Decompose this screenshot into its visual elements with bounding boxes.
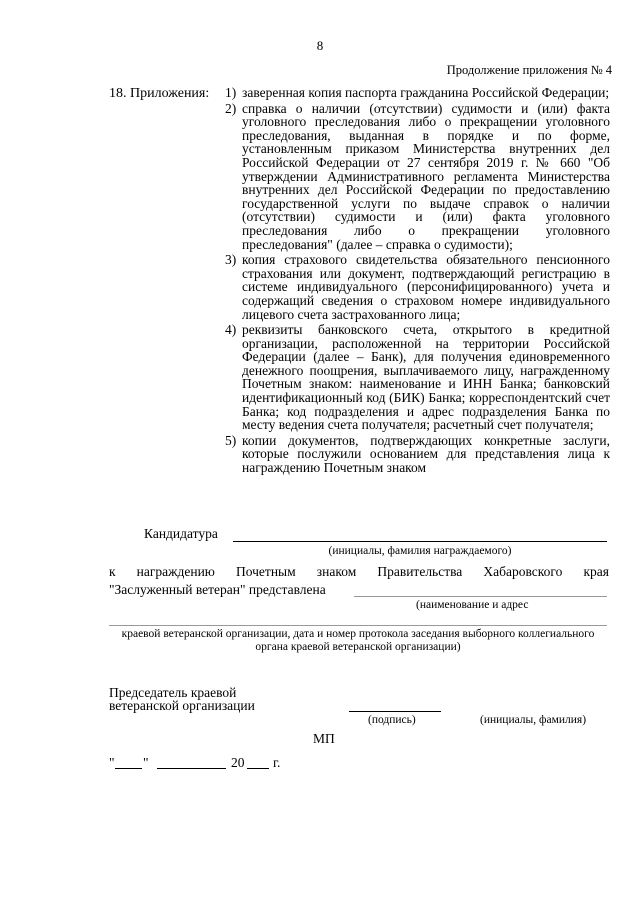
name-caption: (инициалы, фамилия) bbox=[480, 714, 587, 726]
list-item bbox=[225, 323, 610, 432]
signature-field[interactable] bbox=[349, 711, 441, 712]
candidate-caption: (инициалы, фамилия награждаемого) bbox=[328, 545, 512, 557]
page-number: 8 bbox=[316, 38, 324, 53]
list-item bbox=[225, 102, 610, 252]
nomination-line-2: "Заслуженный ветеран" представлена bbox=[109, 582, 326, 597]
list-item bbox=[225, 86, 610, 100]
list-item-number: 4) bbox=[225, 322, 237, 338]
chairman-title-line-2: ветеранской организации bbox=[109, 698, 255, 713]
continuation-header: Продолжение приложения № 4 bbox=[446, 63, 612, 77]
organization-field[interactable] bbox=[354, 596, 607, 597]
attachments-list bbox=[225, 86, 610, 477]
list-item-number: 5) bbox=[225, 432, 237, 448]
list-item-text: реквизиты банковского счета, открытого в кредитной организации, расположенной на территории Российской Федерации (далее – Банк), для получения единовременного денежного поощрения, выплачиваемого лицу, награжденному Почетным знаком: наименование и ИНН Банка; банковский идентификационный код (БИК) Банка; корреспондентский счет Банка; код подразделения и адрес подразделения Банка по месту ведения счета получателя; расчетный счет получателя; bbox=[242, 322, 610, 433]
signature-caption: (подпись) bbox=[368, 714, 416, 726]
date-year-prefix: 20 bbox=[231, 755, 245, 770]
date-open-quote: " bbox=[109, 755, 115, 770]
date-day-field[interactable] bbox=[115, 768, 142, 769]
stamp-mark: МП bbox=[313, 731, 335, 746]
date-close-quote: " bbox=[143, 755, 149, 770]
list-item-text: заверенная копия паспорта гражданина Российской Федерации; bbox=[242, 85, 610, 100]
list-item bbox=[225, 434, 610, 475]
list-item-number: 3) bbox=[225, 252, 237, 268]
attachments-label: 18. Приложения: bbox=[109, 86, 210, 101]
date-year-field[interactable] bbox=[247, 768, 269, 769]
date-month-field[interactable] bbox=[157, 768, 226, 769]
list-item-number: 2) bbox=[225, 100, 237, 116]
list-item bbox=[225, 253, 610, 321]
candidate-label: Кандидатура bbox=[144, 526, 218, 541]
organization-details-field[interactable] bbox=[109, 625, 607, 626]
candidate-name-field[interactable] bbox=[233, 541, 607, 542]
organization-details-caption: краевой ветеранской организации, дата и номер протокола заседания выборного коллегиального органа краевой ветеранской организации) bbox=[121, 628, 595, 653]
list-item-text: копии документов, подтверждающих конкретные заслуги, которые послужили основанием для представления лица к награждению Почетным знаком bbox=[242, 432, 610, 476]
organization-caption: (наименование и адрес bbox=[416, 599, 529, 611]
list-item-text: справка о наличии (отсутствии) судимости и (или) факта уголовного преследования либо о прекращении уголовного преследования, выданная в порядке и по форме, установленным приказом Министерства внутренних дел Российской Федерации от 27 сентября 2019 г. № 660 "Об утверждении Административного регламента Министерства внутренних дел Российской Федерации по предоставлению государственной услуги по выдаче справок о наличии (отсутствии) судимости и (или) факта уголовного преследования либо о прекращении уголовного преследования" (далее – справка о судимости); bbox=[242, 100, 610, 252]
list-item-number: 1) bbox=[225, 85, 237, 100]
date-year-suffix: г. bbox=[273, 755, 281, 770]
chairman-title-line-1: Председатель краевой bbox=[109, 685, 237, 700]
list-item-text: копия страхового свидетельства обязательного пенсионного страхования или документ, подтверждающий регистрацию в системе индивидуального (персонифицированного) учета и содержащий сведения о страховом номере индивидуального лицевого счета застрахованного лица; bbox=[242, 252, 610, 322]
nomination-line-1: к награждению Почетным знаком Правительства Хабаровского края bbox=[109, 564, 609, 579]
